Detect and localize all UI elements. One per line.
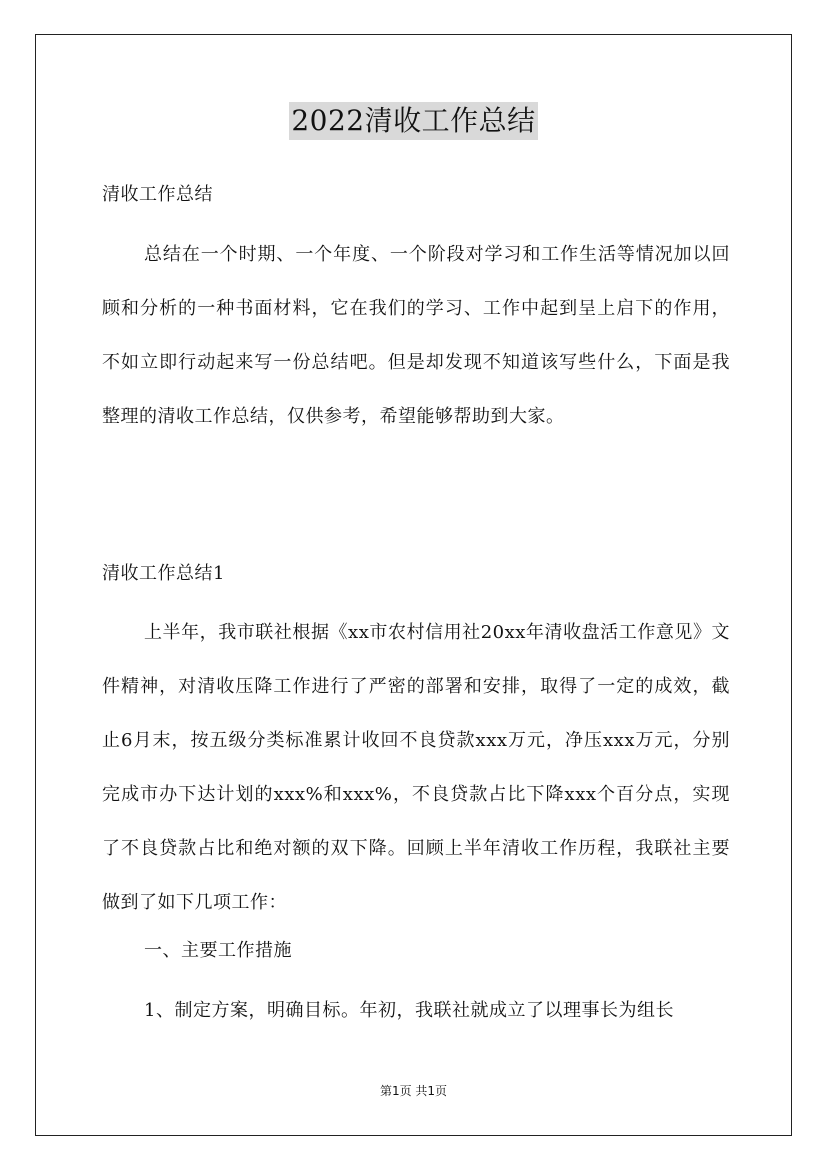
intro-paragraph: 总结在一个时期、一个年度、一个阶段对学习和工作生活等情况加以回顾和分析的一种书面材料，它在我们的学习、工作中起到呈上启下的作用，不如立即行动起来写一份总结吧。但是却发现不知道该写些什么，下面是我整理的清收工作总结，仅供参考，希望能够帮助到大家。 bbox=[102, 244, 730, 427]
paragraph-1: 上半年，我市联社根据《xx市农村信用社20xx年清收盘活工作意见》文件精神，对清收压降工作进行了严密的部署和安排，取得了一定的成效，截止6月末，按五级分类标准累计收回不良贷款xxx万元，净压xxx万元，分别完成市办下达计划的xxx%和xxx%，不良贷款占比下降xxx个百分点，实现了不良贷款占比和绝对额的双下降。回顾上半年清收工作历程，我联社主要做到了如下几项工作： bbox=[102, 622, 730, 913]
document-subtitle: 清收工作总结 bbox=[102, 184, 213, 205]
paragraph-2: 1、制定方案，明确目标。年初，我联社就成立了以理事长为组长 bbox=[144, 1000, 674, 1021]
page-footer: 第1页 共1页 bbox=[379, 1084, 448, 1098]
title-container bbox=[0, 102, 827, 140]
document-title: 2022清收工作总结 bbox=[289, 102, 537, 140]
section-heading-1: 一、主要工作措施 bbox=[144, 940, 292, 961]
section-title: 清收工作总结1 bbox=[102, 563, 225, 584]
